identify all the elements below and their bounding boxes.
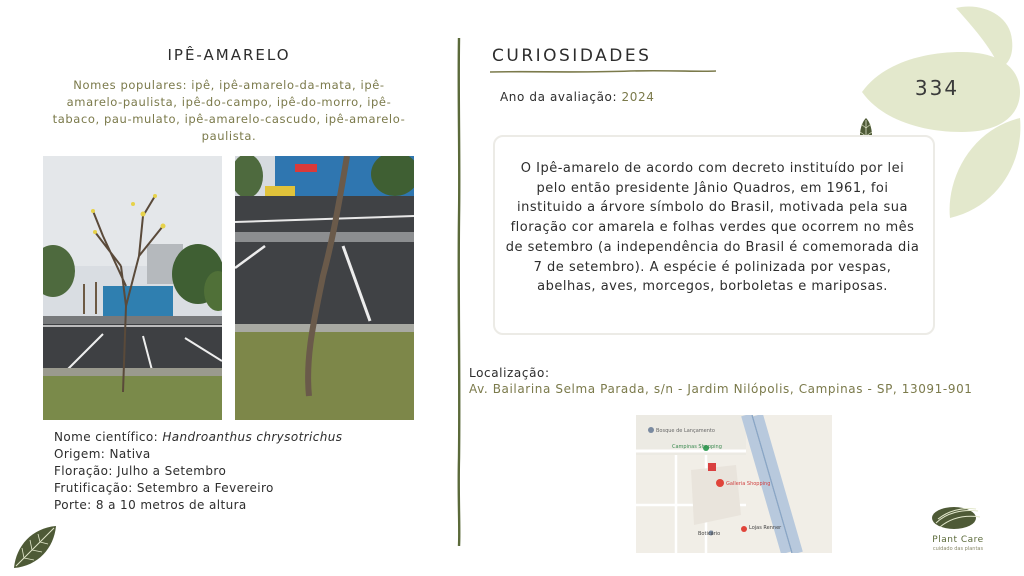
map-label-place2: Campinas Shopping: [672, 444, 722, 450]
map-label-store: Galleria Shopping: [726, 481, 771, 487]
fruiting-row: Frutificação: Setembro a Fevereiro: [54, 481, 274, 495]
species-facts: [54, 429, 342, 514]
location-address: Av. Bailarina Selma Parada, s/n - Jardim Nilópolis, Campinas - SP, 13091-901: [469, 382, 973, 396]
column-divider: [456, 38, 462, 546]
evaluation-year-label: Ano da avaliação:: [500, 90, 622, 104]
map-label-place1: Bosque de Lançamento: [656, 428, 715, 434]
curiosity-text: O Ipê-amarelo de acordo com decreto instituído por lei pelo então presidente Jânio Quadros, em 1961, foi instituido a árvore símbolo do Brasil, motivada pela sua floração cor amarela e folhas verdes que ocorrem no mês de setembro (a independência do Brasil é comemorada dia 7 de setembro). A espécie é polinizada por vespas, abelhas, aves, morcegos, borboletas e mariposas.: [505, 161, 920, 295]
size-row: Porte: 8 a 10 metros de altura: [54, 498, 247, 512]
origin-row: Origem: Nativa: [54, 447, 151, 461]
evaluation-year-value: 2024: [621, 90, 655, 104]
tree-number: 334: [914, 76, 960, 100]
location-label: Localização:: [469, 366, 550, 380]
location-map[interactable]: [636, 415, 832, 553]
map-label-place4: Boticário: [698, 531, 721, 537]
logo-tagline: cuidado das plantas: [932, 546, 984, 552]
scientific-name-label: Nome científico:: [54, 430, 163, 444]
evaluation-year: [500, 90, 655, 104]
flowering-row: Floração: Julho a Setembro: [54, 464, 227, 478]
popular-names: Nomes populares: ipê, ipê-amarelo-da-mata, ipê-amarelo-paulista, ipê-do-campo, ipê-do-morro, ipê-tabaco, pau-mulato, ipê-amarelo-cascudo, ipê-amarelo-paulista.: [52, 78, 406, 143]
plant-care-logo-icon: [930, 503, 982, 533]
tree-photo-1: [43, 156, 222, 420]
map-label-place3: Lojas Renner: [749, 525, 782, 531]
title-underline: [490, 68, 716, 76]
tree-photo-2: [235, 156, 414, 420]
logo-name: Plant Care: [932, 535, 984, 545]
leaf-icon: [10, 522, 60, 572]
scientific-name-value: Handroanthus chrysotrichus: [162, 430, 343, 444]
scientific-name-row: [54, 429, 342, 446]
curiosities-title: CURIOSIDADES: [492, 46, 652, 66]
species-title: IPÊ-AMARELO: [167, 46, 291, 64]
